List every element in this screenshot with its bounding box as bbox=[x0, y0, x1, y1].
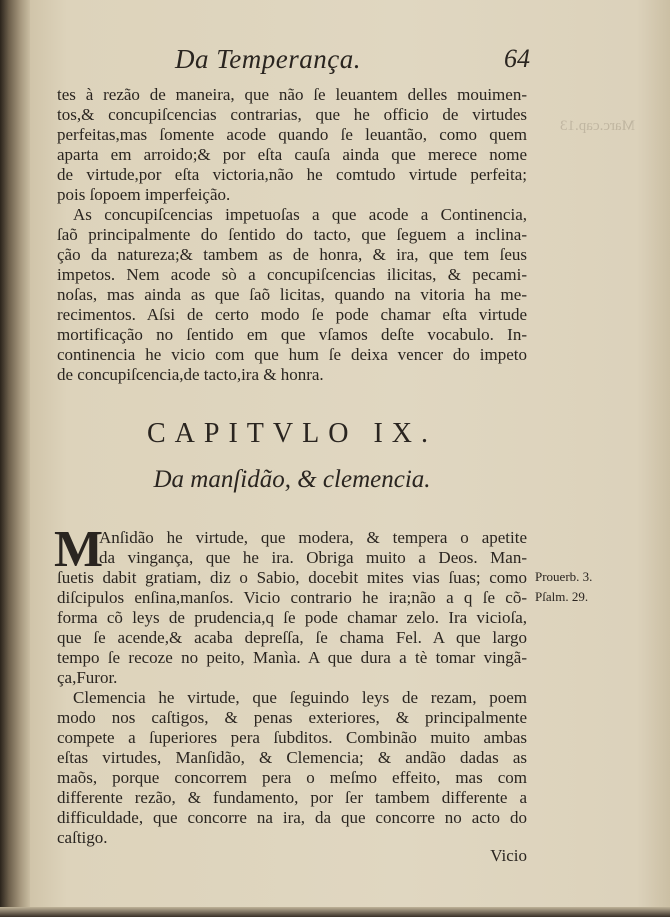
chapter-subtitle: Da manſidão, & clemencia. bbox=[153, 466, 431, 493]
text-line: compete a ſuperiores pera ſubditos. Combinão muito ambas bbox=[57, 728, 527, 747]
text-line: recimentos. Aſsi de certo modo ſe pode chamar eſta virtude bbox=[57, 305, 527, 324]
text-line: ça,Furor. bbox=[57, 668, 118, 687]
text-line: Clemencia he virtude, que ſeguindo leys de rezam, poem bbox=[73, 688, 527, 707]
margin-note: Prouerb. 3. bbox=[535, 569, 593, 584]
text-line: pois ſopoem imperfeição. bbox=[57, 185, 231, 204]
text-line: caſtigo. bbox=[57, 828, 108, 847]
text-line: de virtude,por eſta victoria,não he comtudo virtude perfeita; bbox=[57, 165, 527, 184]
text-line: ção da natureza;& tambem as de honra, & ira, que tem ſeus bbox=[57, 245, 527, 264]
running-title: Da Temperança. bbox=[175, 44, 361, 74]
text-line: maõs, porque concorrem pera o meſmo effeito, mas com bbox=[57, 768, 527, 787]
text-line: que ſe acende,& acaba depreſſa, ſe chama Fel. A que largo bbox=[57, 628, 527, 647]
text-line: difficuldade, que concorre na ira, da que concorre no acto do bbox=[57, 808, 527, 827]
section-2-text bbox=[57, 528, 527, 848]
text-line: modo nos caſtigos, & penas exteriores, & principalmente bbox=[57, 708, 527, 727]
page-edge bbox=[0, 907, 670, 917]
margin-note: Pſalm. 29. bbox=[535, 589, 589, 604]
text-line: As concupiſcencias impetuoſas a que acode a Continencia, bbox=[73, 205, 527, 224]
drop-cap: M bbox=[54, 521, 104, 578]
text-line: impetos. Nem acode sò a concupiſcencias ilicitas, & pecami- bbox=[57, 265, 527, 284]
text-line: Anſidão he virtude, que modera, & tempera o apetite bbox=[99, 528, 527, 547]
text-line: noſas, mas ainda as que ſaõ licitas, quando na vitoria ha me- bbox=[57, 285, 527, 304]
show-through-text: Marc.cap.13 bbox=[560, 118, 635, 134]
chapter-title: CAPITVLO IX. bbox=[147, 418, 437, 449]
text-line: ſuetis dabit gratiam, diz o Sabio, docebit mites vias ſuas; como bbox=[57, 568, 527, 587]
text-line: differente rezão, & fundamento, por ſer tambem differente a bbox=[57, 788, 527, 807]
text-line: mortificação no ſentido em que vſamos deſte vocabulo. In- bbox=[57, 325, 527, 344]
book-gutter bbox=[0, 0, 30, 917]
page-number: 64 bbox=[504, 44, 530, 73]
text-line: tes à rezão de maneira, que não ſe leuantem delles mouimen- bbox=[57, 85, 527, 104]
catchword: Vicio bbox=[490, 846, 527, 865]
text-line: forma cõ leys de prudencia,q ſe pode chamar zelo. Ira vicioſa, bbox=[57, 608, 527, 627]
text-line: ſaõ principalmente do ſentido do tacto, que ſeguem a inclina- bbox=[57, 225, 527, 244]
text-line: diſcipulos enſina,manſos. Vicio contrario he ira;não a q ſe cõ- bbox=[57, 588, 527, 607]
text-line: aparta em arroido;& por eſta cauſa ainda que merece nome bbox=[57, 145, 527, 164]
page-header bbox=[175, 44, 530, 78]
text-line: tempo ſe recoze no peito, Manìa. A que dura a tè tomar vingã- bbox=[57, 648, 527, 667]
text-line: perfeitas,mas ſomente acode quando ſe leuantão, como quem bbox=[57, 125, 527, 144]
text-line: continencia he vicio com que hum ſe deixa vencer do impeto bbox=[57, 345, 527, 364]
text-line: tos,& concupiſcencias contrarias, que he officio de virtudes bbox=[57, 105, 527, 124]
text-line: da vingança, que he ira. Obriga muito a Deos. Man- bbox=[99, 548, 527, 567]
text-line: eſtas virtudes, Manſidão, & Clemencia; & andão dadas as bbox=[57, 748, 527, 767]
section-1-text bbox=[57, 85, 527, 385]
text-line: de concupiſcencia,de tacto,ira & honra. bbox=[57, 365, 324, 384]
